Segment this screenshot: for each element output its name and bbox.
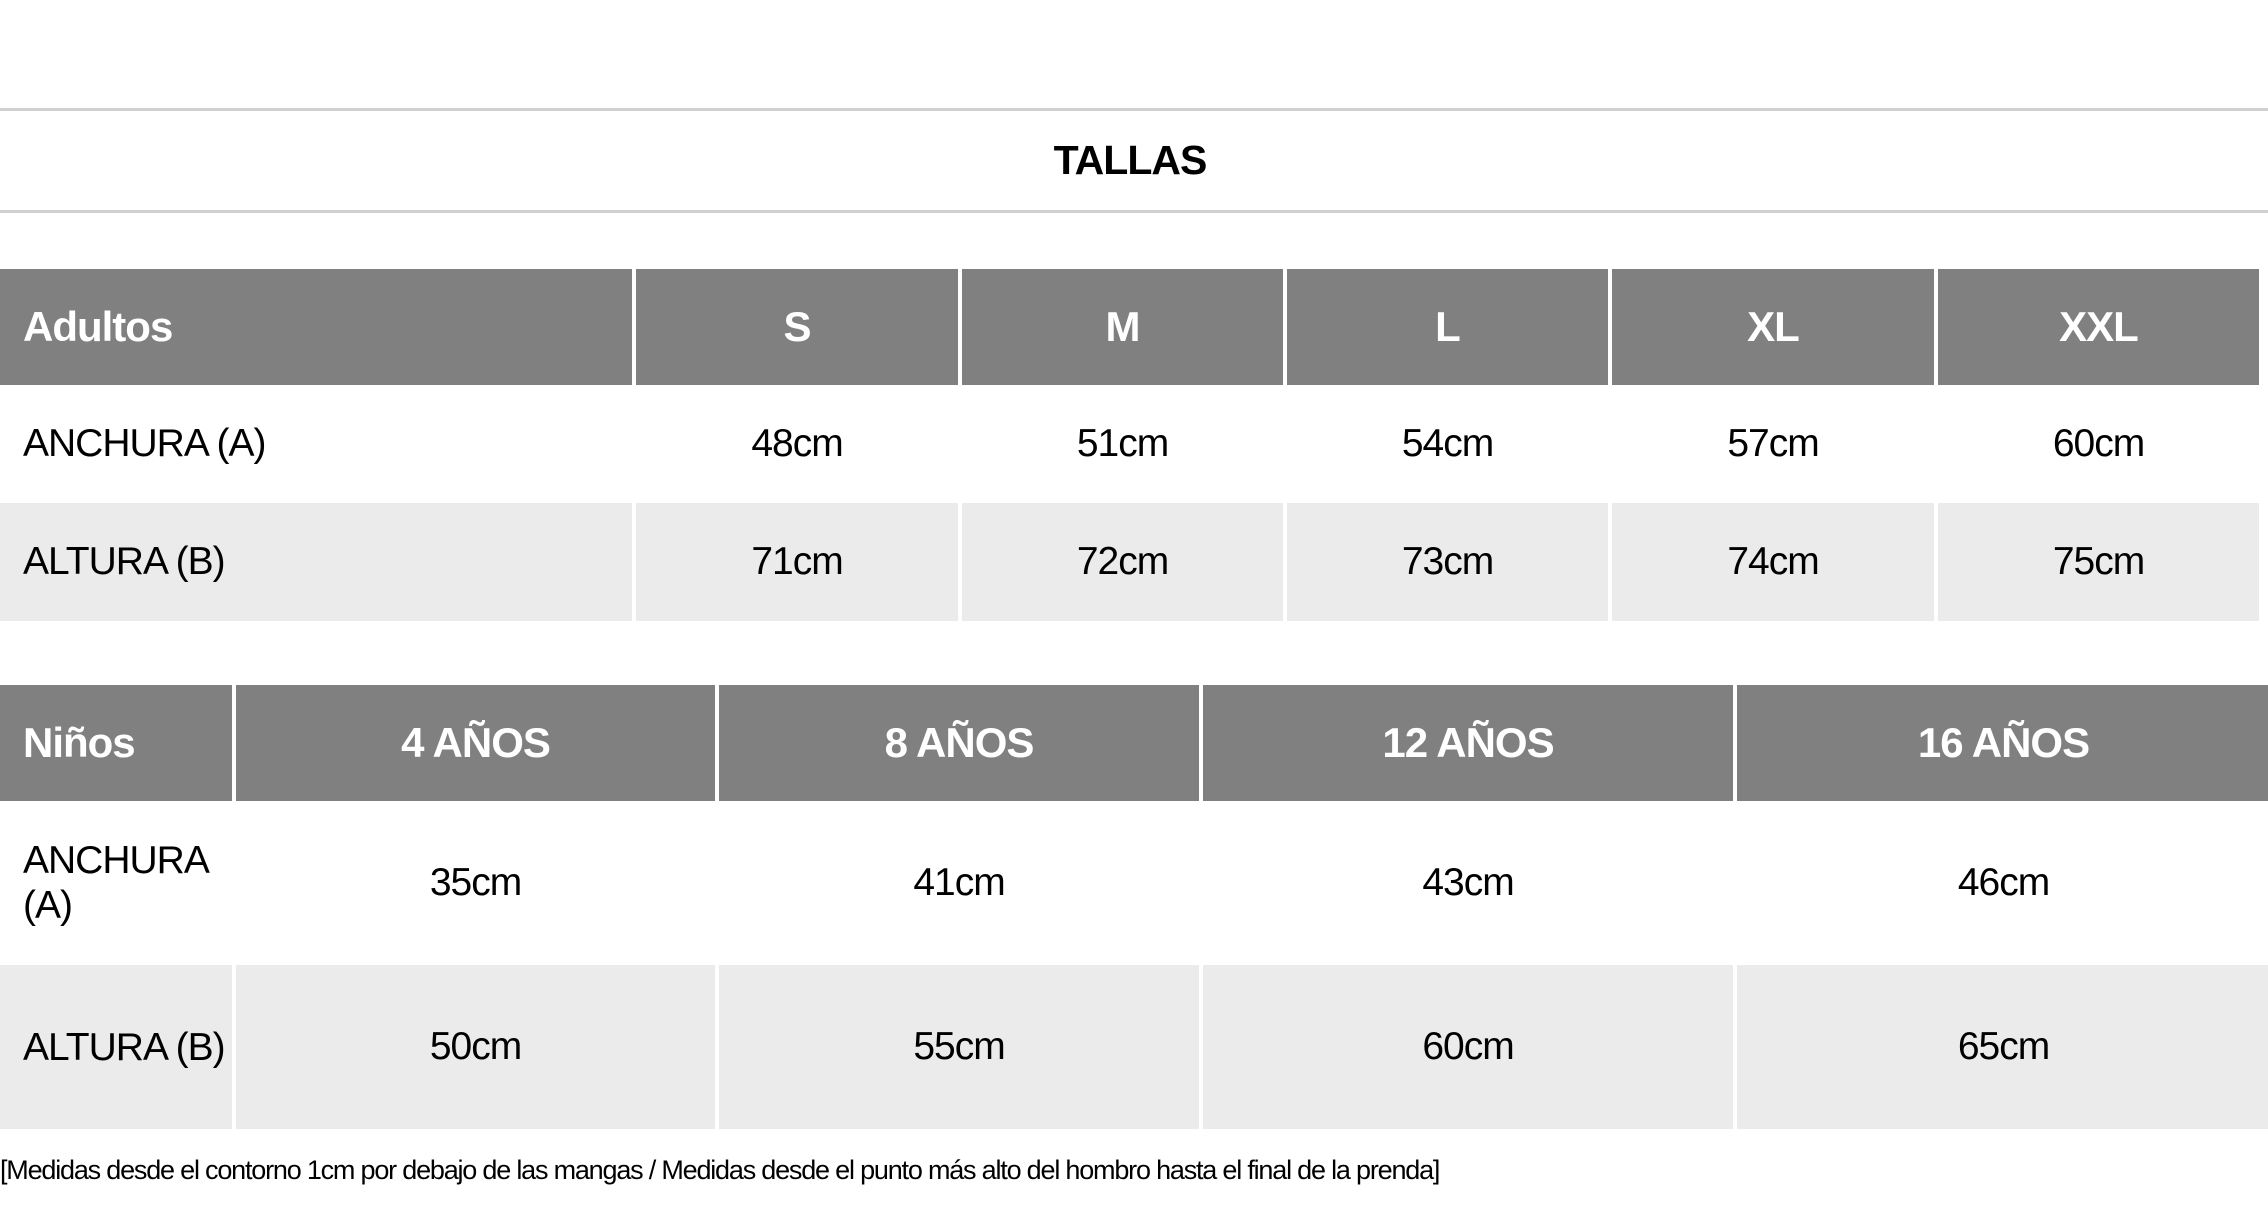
table-cell: 65cm [1737, 965, 2268, 1129]
table-cell: 74cm [1612, 503, 1934, 621]
table-row [0, 965, 2268, 1129]
table-row [0, 801, 2268, 965]
size-header-xxl: XXL [1938, 269, 2259, 385]
size-header-s: S [636, 269, 958, 385]
table-cell: 51cm [1076, 422, 1169, 465]
table-cell: 60cm [2052, 422, 2145, 465]
row-label: ANCHURA (A) [23, 839, 207, 927]
top-divider [0, 108, 2268, 111]
table-row [0, 385, 2259, 503]
kids-size-table [0, 685, 2268, 1129]
table-header-row [0, 685, 2268, 801]
table-cell: 43cm [1422, 861, 1514, 904]
size-header-12-anos: 12 AÑOS [1203, 685, 1733, 801]
table-cell: 50cm [236, 965, 715, 1129]
table-cell: 60cm [1203, 965, 1733, 1129]
kids-heading: Niños [0, 685, 232, 801]
table-cell: 41cm [913, 861, 1005, 904]
table-cell: 57cm [1727, 422, 1819, 465]
table-cell: 35cm [429, 861, 522, 904]
table-cell: 55cm [719, 965, 1199, 1129]
size-header-16-anos: 16 AÑOS [1737, 685, 2268, 801]
table-row [0, 503, 2259, 621]
adult-heading: Adultos [0, 269, 632, 385]
size-header-8-anos: 8 AÑOS [719, 685, 1199, 801]
table-cell: 54cm [1401, 422, 1494, 465]
size-header-xl: XL [1612, 269, 1934, 385]
table-cell: 75cm [1938, 503, 2259, 621]
measurement-footnote: [Medidas desde el contorno 1cm por debajo de las mangas / Medidas desde el punto más alto del hombro hasta el final de la prenda] [0, 1155, 1440, 1185]
size-header-l: L [1287, 269, 1608, 385]
table-cell: 46cm [1957, 861, 2050, 904]
table-cell: 48cm [751, 422, 843, 465]
page-title: TALLAS [1053, 137, 1207, 183]
table-header-row [0, 269, 2259, 385]
size-header-4-anos: 4 AÑOS [236, 685, 715, 801]
adult-size-table [0, 269, 2263, 621]
row-label: ALTURA (B) [0, 965, 232, 1129]
row-label: ALTURA (B) [0, 503, 632, 621]
size-header-m: M [962, 269, 1283, 385]
table-cell: 72cm [962, 503, 1283, 621]
row-label: ANCHURA (A) [23, 422, 266, 465]
table-cell: 73cm [1287, 503, 1608, 621]
table-cell: 71cm [636, 503, 958, 621]
title-divider [0, 210, 2268, 213]
